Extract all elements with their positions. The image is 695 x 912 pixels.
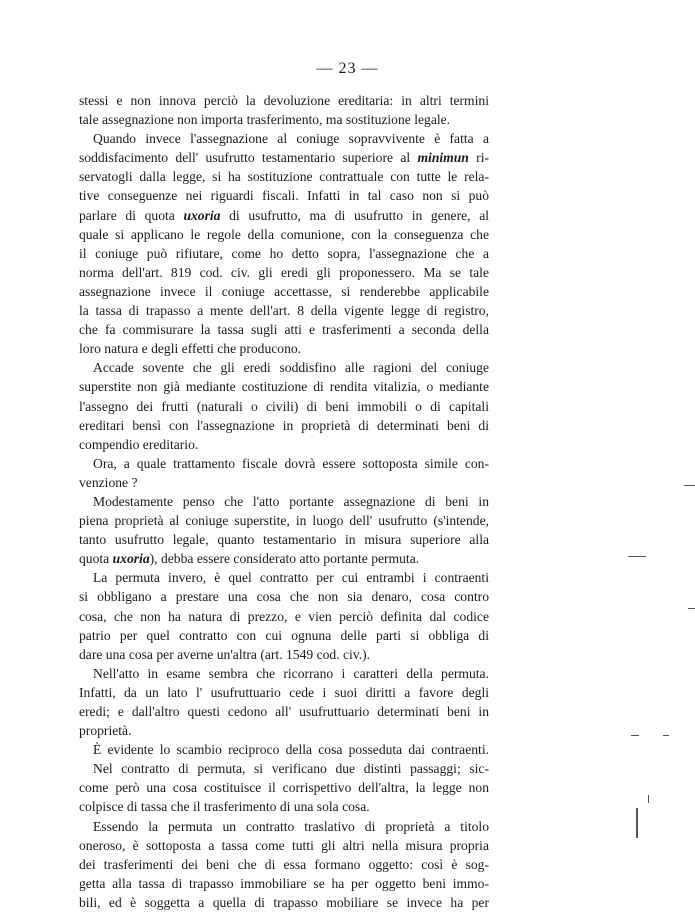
italic-term: uxoria — [112, 551, 150, 567]
text-line: venzione ? — [79, 474, 138, 490]
scan-mark — [631, 735, 639, 736]
text-line: quale si applicano le regole della comunione, con la conseguenza che — [79, 226, 489, 242]
text-line: Modestamente penso che l'atto portante assegnazione di beni in — [93, 493, 489, 509]
text-line: dei trasferimenti dei beni che di essa formano oggetto: così è sog- — [79, 856, 489, 872]
text-line: come però una cosa costituisce il corrispettivo dell'altra, la legge non — [79, 780, 489, 796]
text-line: l'assegno dei frutti (naturali o civili) di beni immobili o di capitali — [79, 398, 489, 414]
text-line: La permuta invero, è quel contratto per cui entrambi i contraenti — [93, 570, 489, 586]
text-line: Ora, a quale trattamento fiscale dovrà essere sottoposta simile con- — [93, 455, 489, 471]
text-line: soddisfacimento dell' usufrutto testamentario superiore al minimun ri- — [79, 150, 489, 166]
text-line: parlare di quota uxoria di usufrutto, ma di usufrutto in genere, al — [79, 207, 489, 223]
body-text — [79, 91, 489, 912]
text-line: Nel contratto di permuta, si verificano due distinti passaggi; sic- — [93, 761, 489, 777]
text-line: bili, ed è soggetta a quella di trapasso mobiliare se invece ha per — [79, 894, 489, 910]
text-line: servatogli dalla legge, si ha sostituzione contrattuale con tutte le rela- — [79, 169, 489, 185]
text-line: colpisce di tassa che il trasferimento di una sola cosa. — [79, 799, 370, 815]
text-line: quota uxoria), debba essere considerato atto portante permuta. — [79, 551, 420, 567]
italic-term: minimun — [417, 150, 469, 166]
text-line: patrio per quel contratto con cui ognuna delle parti si obbliga di — [79, 627, 489, 643]
scan-mark — [684, 485, 695, 486]
text-line: ereditari bensì con l'assegnazione in proprietà di determinati beni di — [79, 417, 489, 433]
text-line: piena proprietà al coniuge superstite, in luogo dell' usufrutto (s'intende, — [79, 513, 489, 529]
scan-mark — [628, 556, 646, 557]
scan-mark — [688, 608, 695, 609]
text-line: superstite non già mediante costituzione di rendita vitalizia, o mediante — [79, 379, 489, 395]
text-line: proprietà. — [79, 723, 132, 739]
text-line: tive conseguenze nei riguardi fiscali. Infatti in tal caso non si può — [79, 188, 489, 204]
text-line: Essendo la permuta un contratto traslativo di proprietà a titolo — [93, 818, 489, 834]
text-line: tanto usufrutto legale, quanto testamentario in misura superiore alla — [79, 532, 489, 548]
text-line: la tassa di trapasso a mente dell'art. 8 della vigente legge di registro, — [79, 303, 489, 319]
page-number: — 23 — — [316, 60, 379, 77]
text-line: Accade sovente che gli eredi soddisfino alle ragioni del coniuge — [93, 360, 489, 376]
text-line: assegnazione invece il coniuge accettasse, si renderebbe applicabile — [79, 283, 489, 299]
text-line: eredi; e dall'altro questi cedono all' usufruttuario determinati beni in — [79, 704, 489, 719]
text-line: È evidente lo scambio reciproco della cosa posseduta dai contraenti. — [93, 742, 489, 758]
text-line: si obbligano a prestare una cosa che non sia denaro, cosa contro — [79, 589, 489, 605]
text-line: Infatti, da un lato l' usufruttuario cede i suoi diritti a favore degli — [79, 684, 489, 700]
text-line: dare una cosa per averne un'altra (art. 1549 cod. civ.). — [79, 646, 371, 662]
text-line: tale assegnazione non importa trasferimento, ma sostituzione legale. — [79, 112, 451, 128]
text-line: oneroso, è sottoposta a tassa come tutti gli altri nella misura propria — [79, 837, 489, 853]
scan-mark — [648, 795, 649, 803]
text-line: loro natura e degli effetti che producono. — [79, 341, 302, 357]
text-line: stessi e non innova perciò la devoluzione ereditaria: in altri termini — [79, 93, 489, 108]
text-line: cosa, che non ha natura di prezzo, e vien perciò definita dal codice — [79, 608, 489, 624]
scan-mark — [663, 735, 669, 736]
scan-mark — [636, 808, 638, 838]
text-line: che fa commisurare la tassa sugli atti e trasferimenti a seconda della — [79, 322, 489, 338]
text-line: norma dell'art. 819 cod. civ. gli eredi gli proponessero. Ma se tale — [79, 264, 489, 280]
text-line: il coniuge può rifiutare, come ho detto sopra, l'assegnazione che a — [79, 245, 489, 261]
text-line: getta alla tassa di trapasso immobiliare se ha per oggetto beni immo- — [79, 875, 489, 891]
text-line: Quando invece l'assegnazione al coniuge sopravvivente è fatta a — [93, 131, 489, 147]
text-line: Nell'atto in esame sembra che ricorrano i caratteri della permuta. — [93, 665, 489, 681]
text-line: compendio ereditario. — [79, 436, 199, 452]
italic-term: uxoria — [183, 207, 221, 223]
